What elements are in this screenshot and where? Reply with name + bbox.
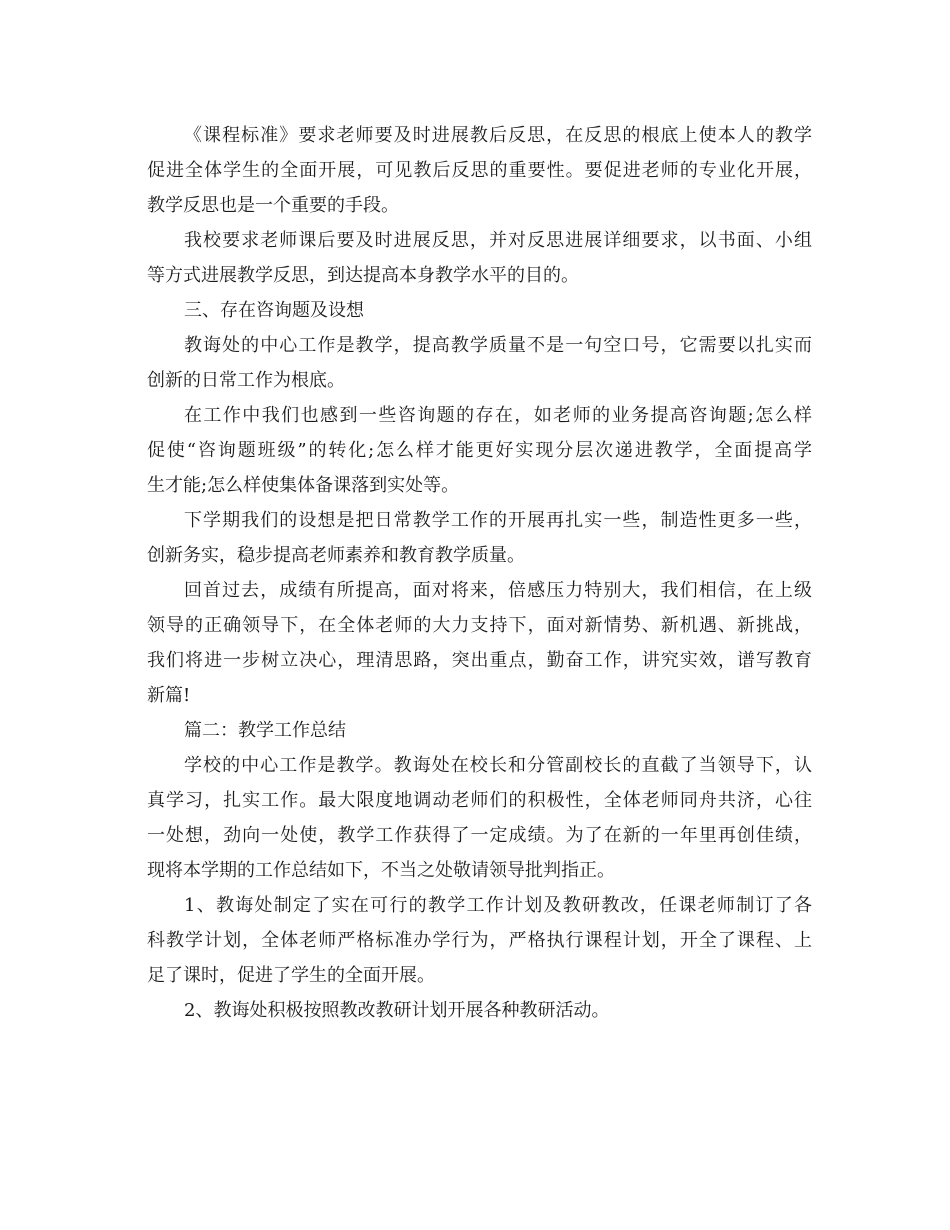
paragraph-2 (147, 223, 812, 293)
text-line: 真学习，扎实工作。最大限度地调动老师们的积极性，全体老师同舟共济，心往 (147, 790, 812, 811)
paragraph-8 (147, 888, 812, 993)
text-line: 教学反思也是一个重要的手段。 (147, 195, 399, 216)
text-line: 下学期我们的设想是把日常教学工作的开展再扎实一些，制造性更多一些， (184, 510, 812, 531)
text-line: 足了课时，促进了学生的全面开展。 (147, 965, 435, 986)
heading-line: 三、存在咨询题及设想 (184, 300, 364, 321)
text-line: 回首过去，成绩有所提高，面对将来，倍感压力特别大，我们相信，在上级 (184, 580, 812, 601)
text-line: 新篇! (147, 685, 191, 706)
text-line: 在工作中我们也感到一些咨询题的存在，如老师的业务提高咨询题;怎么样 (184, 405, 812, 426)
paragraph-3 (147, 328, 812, 398)
text-line: 等方式进展教学反思，到达提高本身教学水平的目的。 (147, 265, 579, 286)
text-line: 创新的日常工作为根底。 (147, 370, 345, 391)
text-line: 促进全体学生的全面开展，可见教后反思的重要性。要促进老师的专业化开展， (147, 160, 812, 181)
text-line: 创新务实，稳步提高老师素养和教育教学质量。 (147, 545, 525, 566)
paragraph-6 (147, 573, 812, 713)
text-line: 领导的正确领导下，在全体老师的大力支持下，面对新情势、新机遇、新挑战， (147, 615, 812, 636)
text-line: 教诲处的中心工作是教学，提高教学质量不是一句空口号，它需要以扎实而 (184, 335, 812, 356)
paragraph-9 (147, 993, 812, 1028)
section-heading (147, 713, 812, 748)
paragraph-1 (147, 118, 812, 223)
paragraph-4 (147, 398, 812, 503)
section-heading (147, 293, 812, 328)
text-line: 科教学计划，全体老师严格标准办学行为，严格执行课程计划，开全了课程、上 (147, 930, 812, 951)
text-line: 学校的中心工作是教学。教诲处在校长和分管副校长的直截了当领导下，认 (184, 755, 812, 776)
document-page (147, 118, 812, 1028)
text-line: 一处想，劲向一处使，教学工作获得了一定成绩。为了在新的一年里再创佳绩， (147, 825, 812, 846)
text-line: 促使“咨询题班级”的转化;怎么样才能更好实现分层次递进教学，全面提高学 (147, 440, 812, 461)
text-line: 我校要求老师课后要及时进展反思，并对反思进展详细要求，以书面、小组 (184, 230, 812, 251)
text-line: 1、教诲处制定了实在可行的教学工作计划及教研教改，任课老师制订了各 (184, 895, 812, 916)
heading-line: 篇二：教学工作总结 (184, 720, 346, 741)
text-line: 《课程标准》要求老师要及时进展教后反思，在反思的根底上使本人的教学 (184, 125, 812, 146)
paragraph-5 (147, 503, 812, 573)
paragraph-7 (147, 748, 812, 888)
text-line: 我们将进一步树立决心，理清思路，突出重点，勤奋工作，讲究实效，谱写教育 (147, 650, 812, 671)
text-line: 现将本学期的工作总结如下，不当之处敬请领导批判指正。 (147, 860, 615, 881)
text-line: 2、教诲处积极按照教改教研计划开展各种教研活动。 (184, 1000, 610, 1021)
text-line: 生才能;怎么样使集体备课落到实处等。 (147, 475, 460, 496)
